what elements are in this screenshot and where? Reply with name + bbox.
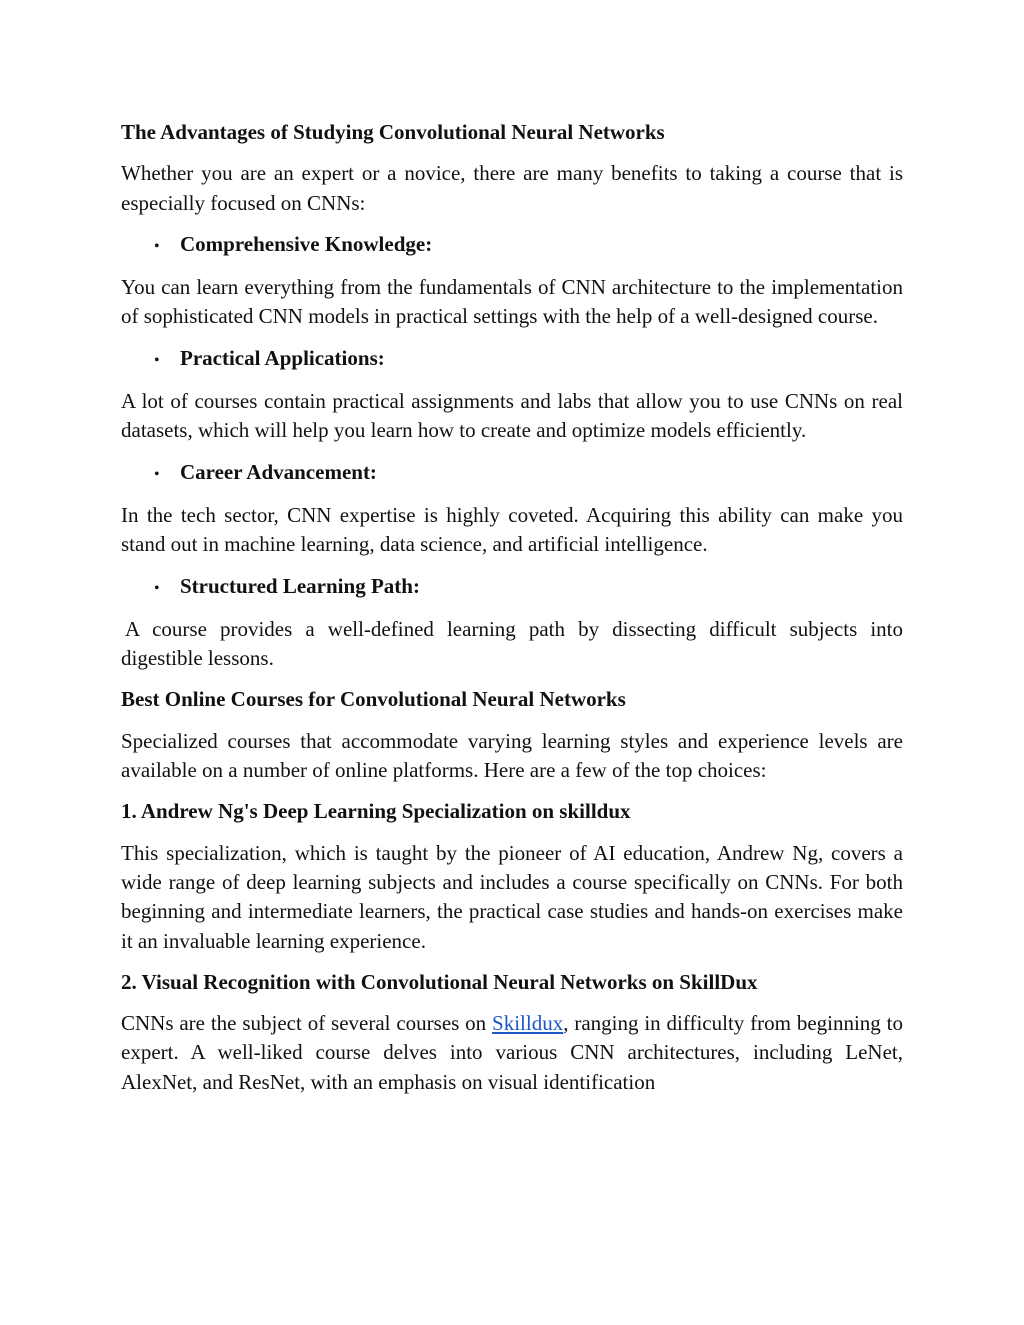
bullet-title: Structured Learning Path: [180,573,420,598]
best-courses-intro: Specialized courses that accommodate varying learning styles and experience levels are available on a number of online platforms. Here are a few of the top choices: [121,728,903,783]
heading-advantages: The Advantages of Studying Convolutional Neural Networks [121,120,665,144]
course2-paragraph [121,1009,903,1097]
course2-title: 2. Visual Recognition with Convolutional Neural Networks on SkillDux [121,969,758,994]
bullet-practical-applications [121,344,903,375]
intro-paragraph: Whether you are an expert or a novice, there are many benefits to taking a course that is especially focused on CNNs: [121,161,903,215]
bullet-icon: • [154,237,160,255]
course2-text-pre: CNNs are the subject of several courses on [121,1011,493,1036]
course1-paragraph: This specialization, which is taught by the pioneer of AI education, Andrew Ng, covers a wide range of deep learning subjects and includes a course specifically on CNNs. For both beginning and intermediate learners, the practical case studies and hands-on exercises make it an invaluable learning experience. [121,840,903,953]
skilldux-link[interactable]: Skilldux [492,1011,564,1036]
bullet-icon: • [154,351,160,369]
document-page [121,118,903,1109]
practical-applications-paragraph: A lot of courses contain practical assignments and labs that allow you to use CNNs on real datasets, which will help you learn how to create and optimize models efficiently. [121,389,903,443]
bullet-comprehensive-knowledge [121,230,903,261]
structured-learning-path-paragraph: A course provides a well-defined learning path by dissecting difficult subjects into digestible lessons. [121,616,903,671]
bullet-title: Practical Applications: [180,345,385,370]
bullet-career-advancement [121,458,903,489]
bullet-title: Comprehensive Knowledge: [180,231,433,256]
heading-best-courses: Best Online Courses for Convolutional Neural Networks [121,687,626,712]
comprehensive-knowledge-paragraph: You can learn everything from the fundamentals of CNN architecture to the implementation of sophisticated CNN models in practical settings with the help of a well-designed course. [121,275,903,329]
bullet-structured-learning-path [121,572,903,603]
course2-text-post: , ranging in difficulty from beginning to expert. A well-liked course delves into various CNN architectures, including LeNet, AlexNet, and ResNet, with an emphasis on visual identification [121,1011,903,1094]
career-advancement-paragraph: In the tech sector, CNN expertise is highly coveted. Acquiring this ability can make you stand out in machine learning, data science, and artificial intelligence. [121,502,903,557]
bullet-title: Career Advancement: [180,459,377,484]
course1-title: 1. Andrew Ng's Deep Learning Specialization on skilldux [121,799,631,824]
bullet-icon: • [154,465,160,483]
bullet-icon: • [154,579,160,597]
